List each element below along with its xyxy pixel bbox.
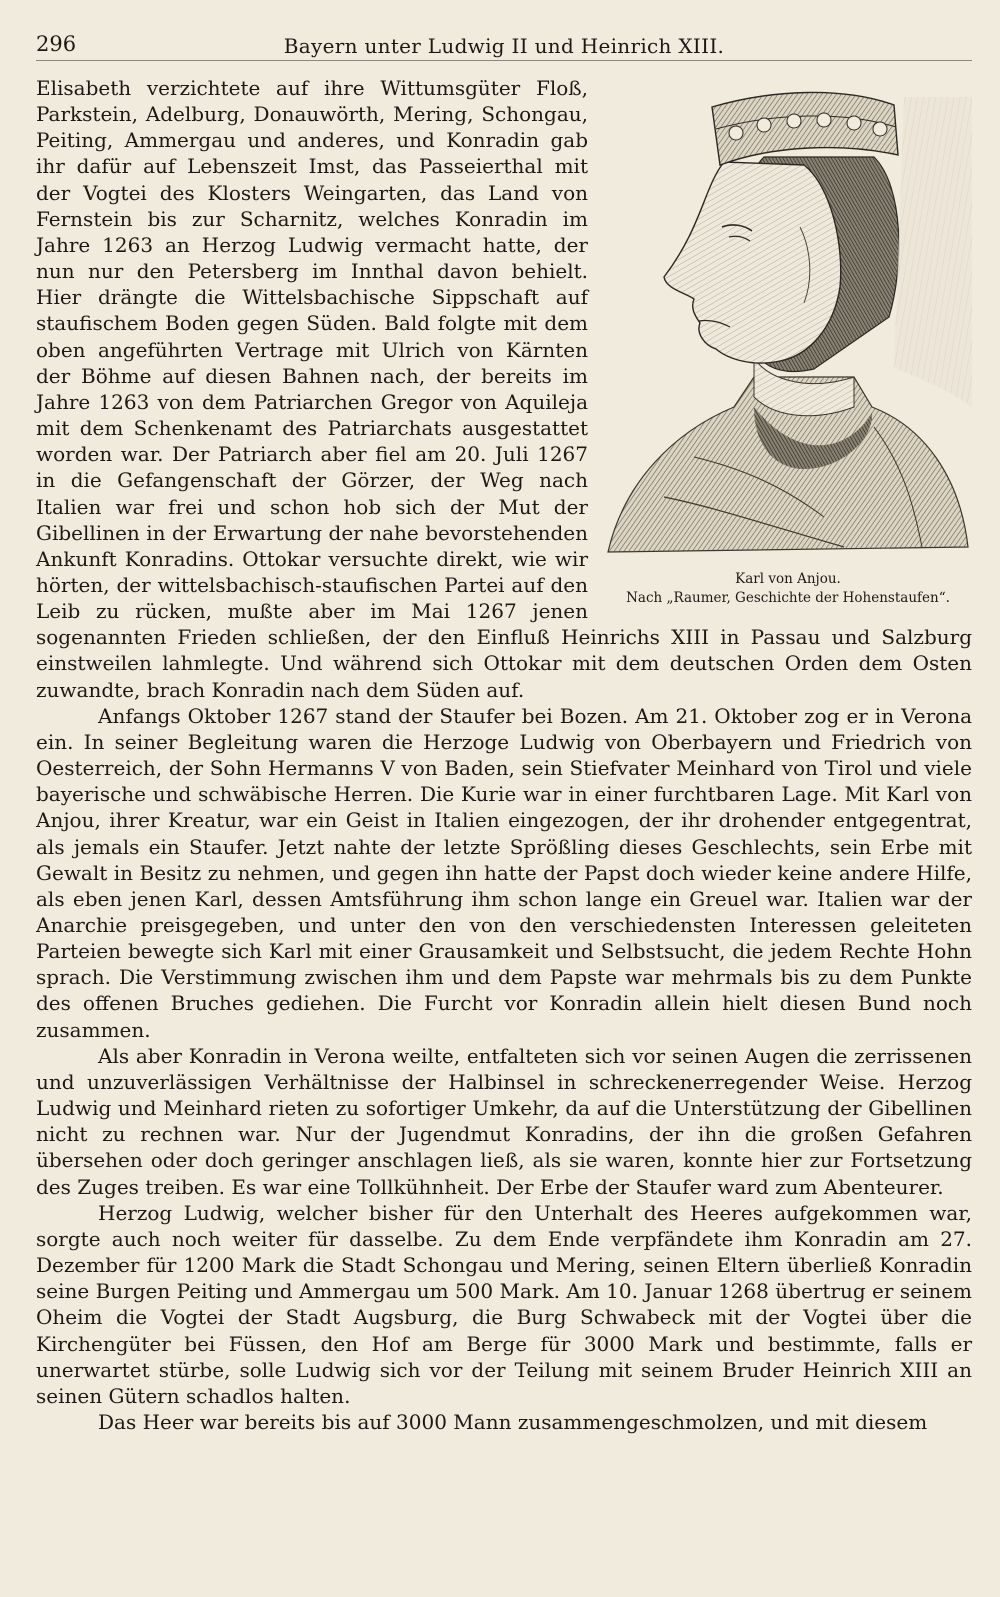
running-title: Bayern unter Ludwig II und Heinrich XIII. xyxy=(283,34,725,58)
paragraph-3: Als aber Konradin in Verona weilte, entfalteten sich vor seinen Augen die zerrissenen und unzuverlässigen Verhältnisse der Halbinsel in schreckenerregender Weise. Herzog Ludwig und Meinhard rieten zu sofortiger Umkehr, da auf die Unterstützung der Gibellinen nicht zu rechnen war. Nur der Jugendmut Konradins, der ihn die großen Gefahren übersehen oder doch geringer anschlagen ließ, als sie waren, konnte hier zur Fortsetzung des Zuges treiben. Es war eine Tollkühnheit. Der Erbe der Staufer ward zum Abenteurer. xyxy=(36,1043,972,1199)
paragraph-4: Herzog Ludwig, welcher bisher für den Unterhalt des Heeres aufgekommen war, sorgte auch noch weiter für dasselbe. Zu dem Ende verpfändete ihm Konradin am 27. Dezember für 1200 Mark die Stadt Schongau und Mering, seinen Eltern überließ Konradin seine Burgen Peiting und Ammergau um 500 Mark. Am 10. Januar 1268 übertrug er seinem Oheim die Vogtei der Stadt Augsburg, die Burg Schwabeck mit der Vogtei über die Kirchengüter bei Füssen, den Hof am Berge für 3000 Mark und bestimmte, falls er unerwartet stürbe, solle Ludwig sich vor der Teilung mit seinem Bruder Heinrich XIII an seinen Gütern schadlos halten. xyxy=(36,1200,972,1408)
paragraph-2: Anfangs Oktober 1267 stand der Staufer bei Bozen. Am 21. Oktober zog er in Verona ein. In seiner Begleitung waren die Herzoge Ludwig von Oberbayern und Friedrich von Oesterreich, der Sohn Hermanns V von Baden, sein Stiefvater Meinhard von Tirol und viele bayerische und schwäbische Herren. Die Kurie war in einer furchtbaren Lage. Mit Karl von Anjou, ihrer Kreatur, war ein Geist in Italien eingezogen, der ihr drohender entgegentrat, als jemals ein Staufer. Jetzt nahte der letzte Sprößling dieses Geschlechts, sein Erbe mit Gewalt in Besitz zu nehmen, und gegen ihn hatte der Papst doch wieder keine andere Hilfe, als eben jenen Karl, dessen Amtsführung ihm schon lange ein Greuel war. Italien war der Anarchie preisgegeben, und unter den von den verschiedensten Interessen geleiteten Parteien bewegte sich Karl mit einer Grausamkeit und Selbstsucht, die jedem Rechte Hohn sprach. Die Verstimmung zwischen ihm und dem Papste war mehrmals bis zu dem Punkte des offenen Bruches gediehen. Die Furcht vor Konradin allein hielt diesen Bund noch zusammen. xyxy=(36,703,972,1042)
caption-source: Nach „Raumer, Geschichte der Hohenstaufen“. xyxy=(626,590,950,606)
paragraph-1: Elisabeth verzichtete auf ihre Wittumsgüter Floß, Parkstein, Adelburg, Donauwörth, Mering, Schongau, Peiting, Ammergau und anderes, und Konradin gab ihr dafür auf Lebenszeit Imst, das Passeierthal mit der Vogtei des Klosters Weingarten, das Land von Fernstein bis zur Scharnitz, welches Konradin im Jahre 1263 an Herzog Ludwig vermacht hatte, der nun nur den Petersberg im Innthal davon behielt. Hier drängte die Wittelsbachische Sippschaft auf staufischem Boden gegen Süden. Bald folgte mit dem oben angeführten Vertrage mit Ulrich von Kärnten der Böhme auf diesen Bahnen nach, der bereits im Jahre 1263 von dem Patriarchen Gregor von Aquileja mit dem Schenkenamt des Patriarchats ausgestattet worden war. Der Patriarch aber fiel am 20. Juli 1267 in die Gefangenschaft der Görzer, der Weg nach Italien war frei und schon hob sich der Mut der Gibellinen in der Erwartung der nahe bevorstehenden Ankunft Konradins. Ottokar versuchte direkt, wie wir hörten, der wittelsbachisch-staufischen Partei auf den Leib zu rücken, mußte aber im Mai 1267 jenen sogenannten Frieden schließen, der den Einfluß Heinrichs XIII in Passau und Salzburg einstweilen lahmlegte. Und während sich Ottokar mit dem deutschen Orden dem Osten zuwandte, brach Konradin nach dem Süden auf. xyxy=(36,76,972,702)
body-text xyxy=(36,75,972,1435)
portrait-engraving xyxy=(604,77,972,562)
paragraph-5: Das Heer war bereits bis auf 3000 Mann zusammengeschmolzen, und mit diesem xyxy=(98,1409,928,1434)
page-number: 296 xyxy=(36,32,77,56)
portrait-figure xyxy=(604,77,972,608)
caption-title: Karl von Anjou. xyxy=(735,571,841,587)
figure-caption xyxy=(604,570,972,608)
page-header xyxy=(36,30,972,61)
